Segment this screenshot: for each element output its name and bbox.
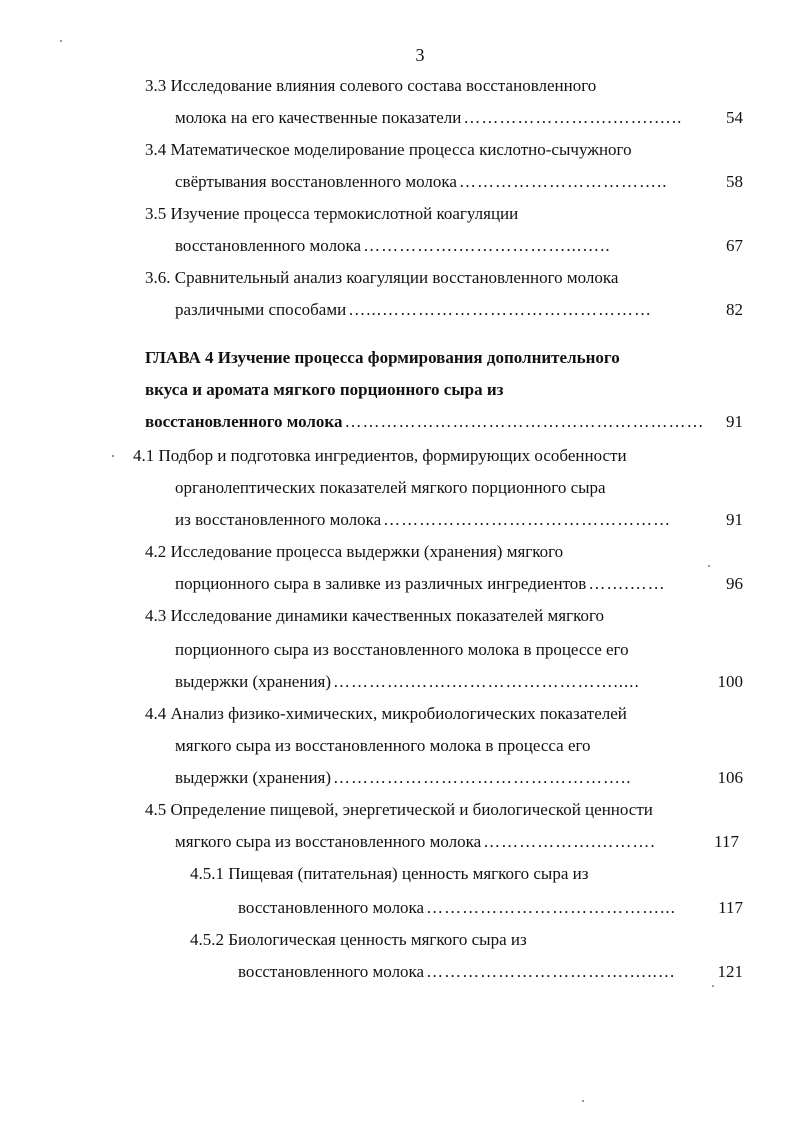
- toc-line: 4.4 Анализ физико-химических, микробиологических показателей: [145, 704, 627, 723]
- toc-entry: [238, 960, 743, 984]
- page-number: 3: [415, 45, 425, 65]
- toc-entry: [175, 298, 743, 322]
- toc-line: 3.6. Сравнительный анализ коагуляции восстановленного молока: [145, 268, 619, 287]
- scan-speck: [60, 40, 62, 42]
- toc-line: мягкого сыра из восстановленного молока в процесса его: [175, 736, 591, 755]
- toc-leader: ……………………………..: [458, 172, 668, 191]
- toc-page-number: 91: [726, 412, 743, 431]
- toc-page-number: 67: [726, 236, 743, 255]
- toc-page-number: 96: [726, 574, 743, 593]
- toc-page-number: 54: [726, 108, 743, 127]
- toc-line: органолептических показателей мягкого порционного сыра: [175, 478, 606, 497]
- toc-leader: …………………….…….…..: [463, 108, 683, 127]
- toc-entry-title: молока на его качественные показатели: [175, 108, 462, 127]
- toc-entry: [238, 896, 743, 920]
- toc-page-number: 58: [726, 172, 743, 191]
- toc-entry: [175, 670, 743, 694]
- toc-leader: …………………………….…..…: [426, 962, 676, 981]
- toc-page-number: 82: [726, 300, 743, 319]
- toc-line: 4.5 Определение пищевой, энергетической и биологической ценности: [145, 800, 653, 819]
- toc-leader: …………………………………………..: [333, 768, 632, 787]
- toc-page-number: 106: [717, 768, 743, 787]
- toc-entry-title: выдержки (хранения): [175, 672, 332, 691]
- toc-entry-title: свёртывания восстановленного молока: [175, 172, 457, 191]
- toc-leader: ………….…….……………………….....: [333, 672, 640, 691]
- toc-entry: [175, 234, 743, 258]
- toc-line: 4.5.1 Пищевая (питательная) ценность мягкого сыра из: [190, 864, 589, 883]
- scan-speck: [112, 455, 114, 457]
- toc-leader: …………………………………………: [383, 510, 672, 529]
- toc-entry: [175, 766, 743, 790]
- toc-line: 4.3 Исследование динамики качественных показателей мягкого: [145, 606, 605, 625]
- toc-line: 4.1 Подбор и подготовка ингредиентов, формирующих особенности: [133, 446, 627, 465]
- toc-entry: [175, 830, 739, 854]
- scan-speck: [712, 985, 714, 987]
- toc-entry: [145, 410, 743, 434]
- toc-page-number: 100: [717, 672, 743, 691]
- toc-leader: …………………………………...: [426, 898, 676, 917]
- toc-leader: ……………………………………………………: [344, 412, 705, 431]
- toc-leader: …...………………………………………: [348, 300, 652, 319]
- toc-page-number: 117: [714, 832, 739, 851]
- scan-speck: [582, 1100, 584, 1102]
- toc-line: 3.3 Исследование влияния солевого состава восстановленного: [145, 76, 597, 95]
- chapter-heading-cont: вкуса и аромата мягкого порционного сыра из: [145, 380, 504, 399]
- toc-entry-title: восстановленного молока: [238, 898, 425, 917]
- toc-leader: …….……: [588, 574, 666, 593]
- toc-entry-title: восстановленного молока: [175, 236, 362, 255]
- toc-leader: ……………….……….: [483, 832, 656, 851]
- toc-leader: …………….………………...…..: [363, 236, 611, 255]
- toc-page-number: 121: [717, 962, 743, 981]
- toc-entry-title: различными способами: [175, 300, 347, 319]
- toc-line: 4.2 Исследование процесса выдержки (хранения) мягкого: [145, 542, 564, 561]
- toc-entry-title: выдержки (хранения): [175, 768, 332, 787]
- toc-page-number: 91: [726, 510, 743, 529]
- toc-entry-title: порционного сыра в заливке из различных ингредиентов: [175, 574, 587, 593]
- toc-page-number: 117: [718, 898, 743, 917]
- toc-entry-title: мягкого сыра из восстановленного молока: [175, 832, 482, 851]
- toc-entry: [175, 508, 743, 532]
- toc-line: 4.5.2 Биологическая ценность мягкого сыра из: [190, 930, 527, 949]
- toc-line: 3.5 Изучение процесса термокислотной коагуляции: [145, 204, 519, 223]
- toc-entry-title: восстановленного молока: [145, 412, 343, 431]
- toc-line: порционного сыра из восстановленного молока в процессе его: [175, 640, 629, 659]
- scan-speck: [708, 565, 710, 567]
- toc-entry: [175, 106, 743, 130]
- toc-entry: [175, 572, 743, 596]
- toc-entry-title: восстановленного молока: [238, 962, 425, 981]
- toc-line: 3.4 Математическое моделирование процесса кислотно-сычужного: [145, 140, 632, 159]
- toc-entry-title: из восстановленного молока: [175, 510, 382, 529]
- chapter-heading: ГЛАВА 4 Изучение процесса формирования дополнительного: [145, 348, 620, 367]
- toc-entry: [175, 170, 743, 194]
